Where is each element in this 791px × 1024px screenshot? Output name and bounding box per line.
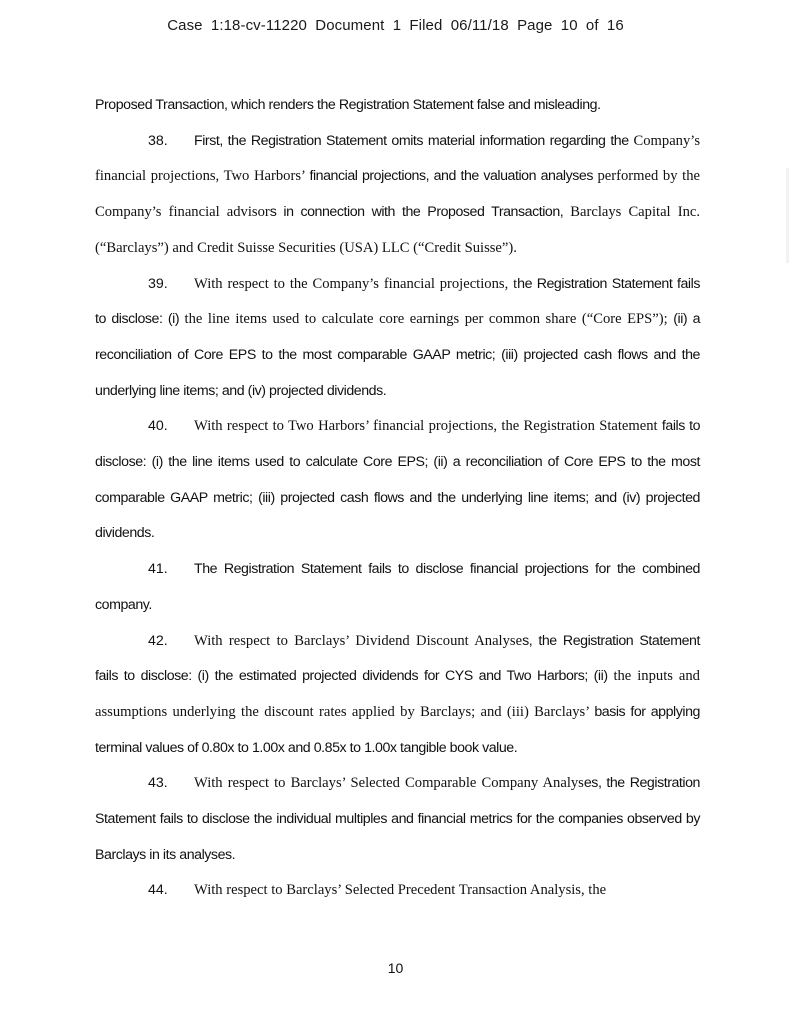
document-body [95, 88, 700, 909]
paragraph-text: Company’s financial projections, Two Harbors’ [95, 132, 700, 185]
paragraph-number: 43. [148, 775, 168, 792]
paragraph-number: 40. [148, 418, 168, 435]
paragraph-text: With respect to Barclays’ Selected Comparable Company Analys [194, 775, 584, 792]
paragraph-continuation [95, 88, 700, 124]
paragraph-text: the line items used to calculate core earnings per common share (“Core EPS”); [184, 311, 674, 328]
paragraph-text: First, the Registration Statement omits material information regarding the [194, 132, 634, 149]
paragraph-text: performed by the Company’s financial advisor [95, 168, 701, 221]
paragraph-text: fails to disclose: (i) the line items used to calculate Core EPS; (ii) a reconciliation of Core EPS to the most comparable GAAP metric; (iii) projected cash flows and the underlying line items; and (iv) projected dividends. [95, 418, 701, 542]
page-indicator: Page 10 of 16 [517, 17, 624, 34]
paragraph-text: With respect to Two Harbors’ financial projections, the Registration Statement [194, 418, 662, 435]
paragraph-text: s, the Registration Statement fails to disclose: (i) the estimated projected dividends for CYS and Two Harbors; (ii) [95, 632, 700, 685]
paragraph-number: 38. [148, 132, 168, 149]
scan-edge-artifact [786, 168, 789, 263]
numbered-paragraph [95, 552, 700, 623]
numbered-paragraph [95, 873, 700, 909]
paragraph-text: Barclays Capital Inc. (“Barclays”) and Credit Suisse Securities (USA) LLC (“Credit Suisse”). [95, 204, 701, 256]
paragraph-number: 39. [148, 275, 168, 292]
filed-date: Filed 06/11/18 [409, 17, 509, 34]
numbered-paragraph [95, 766, 700, 873]
paragraph-text: he Registration Statement fails to disclose: (i) [95, 275, 700, 328]
case-number: Case 1:18-cv-11220 [167, 17, 307, 34]
page-number: 10 [387, 960, 404, 976]
paragraph-text: s in connection with the Proposed Transaction, [269, 204, 571, 221]
numbered-paragraph [95, 267, 700, 410]
paragraph-text: basis for applying terminal values of 0.80x to 1.00x and 0.85x to 1.00x tangible book value. [95, 703, 700, 756]
paragraph-text: es, the Registration Statement fails to disclose the individual multiples and financial metrics for the companies observed by Barclays in its analyses. [95, 775, 700, 863]
numbered-paragraph [95, 409, 700, 552]
numbered-paragraph [95, 624, 700, 767]
paragraph-text: The Registration Statement fails to disclose financial projections for the combined company. [95, 561, 700, 613]
paragraph-text: With respect to Barclays’ Selected Precedent Transaction Analysis, the [194, 882, 607, 899]
case-header [0, 17, 791, 34]
paragraph-text: With respect to Barclays’ Dividend Discount Analyse [194, 632, 523, 649]
paragraph-number: 42. [148, 632, 168, 649]
paragraph-text: the inputs and assumptions underlying the discount rates applied by Barclays; and (iii) Barclays’ [95, 668, 700, 720]
paragraph-text: Proposed Transaction, which renders the Registration Statement false and misleading. [95, 97, 601, 113]
paragraph-number: 44. [148, 882, 168, 899]
paragraph-text: (ii) a reconciliation of Core EPS to the most comparable GAAP metric; (iii) projected cash flows and the underlying line items; and (iv) projected dividends. [95, 311, 701, 399]
paragraph-number: 41. [148, 561, 168, 578]
page-footer [0, 960, 791, 976]
paragraph-text: With respect to the Company’s financial projections, t [194, 275, 518, 292]
numbered-paragraph [95, 124, 700, 267]
paragraph-text: financial projections, and the valuation analyses [309, 168, 598, 185]
document-number: Document 1 [315, 17, 402, 34]
